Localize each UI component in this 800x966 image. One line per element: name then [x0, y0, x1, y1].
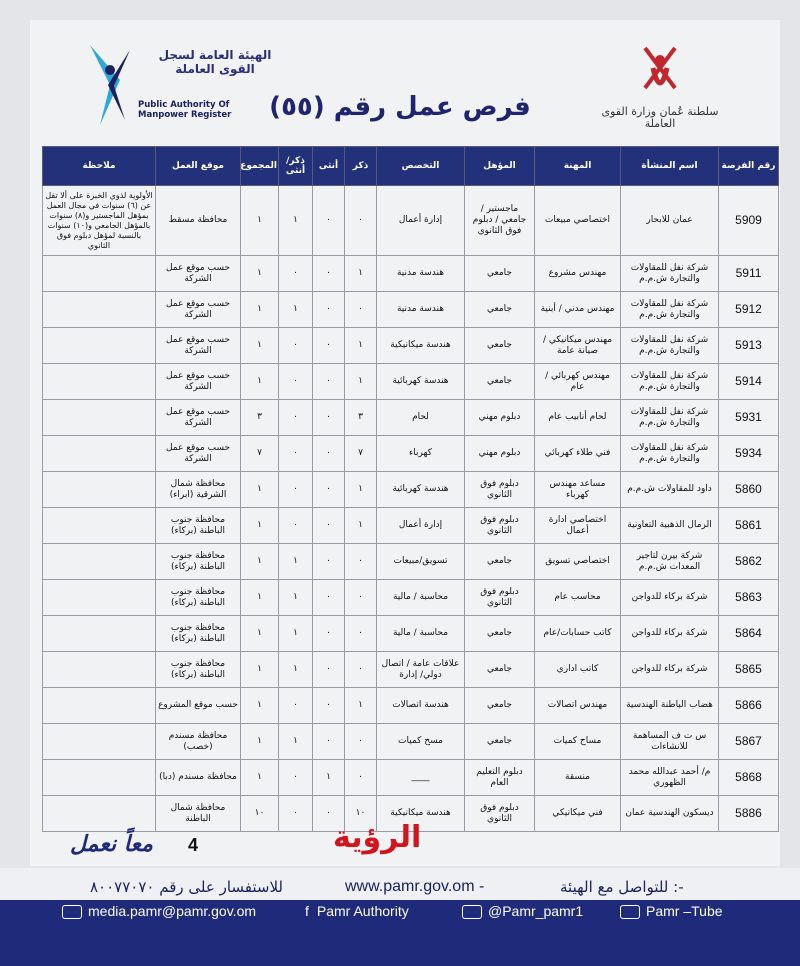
- table-cell: 5867: [719, 724, 779, 760]
- table-cell: [43, 544, 156, 580]
- table-cell: فني ميكانيكي: [535, 796, 621, 832]
- table-cell: جامعي: [465, 256, 535, 292]
- table-row: [43, 508, 779, 544]
- table-row: [43, 400, 779, 436]
- table-cell: هندسة مدنية: [377, 256, 465, 292]
- table-cell: 5886: [719, 796, 779, 832]
- authority-name-en: Public Authority Of Manpower Register: [138, 100, 232, 120]
- table-cell: ١: [279, 544, 313, 580]
- table-cell: ١: [241, 364, 279, 400]
- website-link[interactable]: www.pamr.gov.om -: [345, 878, 485, 895]
- table-cell: [43, 580, 156, 616]
- table-cell: عمان للابحار: [621, 186, 719, 256]
- table-cell: شركة بركاء للدواجن: [621, 616, 719, 652]
- table-cell: ٠: [313, 186, 345, 256]
- table-row: [43, 760, 779, 796]
- table-cell: محاسبة / مالية: [377, 580, 465, 616]
- table-cell: 5860: [719, 472, 779, 508]
- table-cell: ٠: [279, 508, 313, 544]
- table-cell: اختصاصي مبيعات: [535, 186, 621, 256]
- table-row: [43, 688, 779, 724]
- table-cell: محافظة مسقط: [156, 186, 241, 256]
- table-cell: ٠: [345, 544, 377, 580]
- table-cell: ٠: [313, 796, 345, 832]
- table-cell: محافظة شمال الشرقية (ابراء): [156, 472, 241, 508]
- table-cell: ٠: [313, 580, 345, 616]
- table-cell: الرمال الذهبية التعاونية: [621, 508, 719, 544]
- table-cell: [43, 688, 156, 724]
- table-cell: شركة نفل للمقاولات والتجارة ش.م.م: [621, 328, 719, 364]
- table-cell: جامعي: [465, 292, 535, 328]
- table-cell: هندسة ميكانيكية: [377, 796, 465, 832]
- table-row: [43, 328, 779, 364]
- table-cell: شركة بركاء للدواجن: [621, 652, 719, 688]
- table-cell: حسب موقع عمل الشركة: [156, 328, 241, 364]
- table-cell: ____: [377, 760, 465, 796]
- table-row: [43, 580, 779, 616]
- table-cell: ١: [241, 760, 279, 796]
- table-cell: محافظة جنوب الباطنة (بركاء): [156, 580, 241, 616]
- table-cell: ٠: [345, 580, 377, 616]
- table-cell: دبلوم فوق الثانوي: [465, 580, 535, 616]
- table-cell: [43, 472, 156, 508]
- table-cell: ٧: [345, 436, 377, 472]
- table-row: [43, 472, 779, 508]
- column-header: رقم الفرصة: [719, 147, 779, 186]
- table-cell: 5863: [719, 580, 779, 616]
- youtube-link[interactable]: Pamr –Tube: [620, 903, 723, 919]
- table-cell: ١: [345, 364, 377, 400]
- table-cell: 5868: [719, 760, 779, 796]
- table-cell: ٠: [313, 472, 345, 508]
- table-cell: ٠: [279, 436, 313, 472]
- column-header: ذكر: [345, 147, 377, 186]
- column-header: ذكر/ أنثى: [279, 147, 313, 186]
- table-cell: ١: [241, 616, 279, 652]
- table-cell: هندسة مدنية: [377, 292, 465, 328]
- table-cell: دبلوم مهني: [465, 400, 535, 436]
- table-cell: ١: [241, 292, 279, 328]
- table-cell: 5909: [719, 186, 779, 256]
- column-header: موقع العمل: [156, 147, 241, 186]
- table-cell: ٠: [345, 724, 377, 760]
- table-cell: لحام أنابيب عام: [535, 400, 621, 436]
- table-cell: دبلوم فوق الثانوي: [465, 508, 535, 544]
- column-header: اسم المنشأة: [621, 147, 719, 186]
- table-cell: مهندس مشروع: [535, 256, 621, 292]
- table-cell: هضاب الباطنة الهندسية: [621, 688, 719, 724]
- table-cell: ١: [241, 724, 279, 760]
- table-cell: [43, 652, 156, 688]
- table-cell: [43, 436, 156, 472]
- table-cell: [43, 292, 156, 328]
- table-row: [43, 652, 779, 688]
- table-cell: ١: [279, 652, 313, 688]
- table-cell: ١: [241, 328, 279, 364]
- jobs-table: [42, 146, 779, 832]
- table-cell: شركة نفل للمقاولات والتجارة ش.م.م: [621, 400, 719, 436]
- table-cell: ١: [241, 256, 279, 292]
- table-cell: 5931: [719, 400, 779, 436]
- table-cell: هندسة كهربائية: [377, 364, 465, 400]
- table-cell: محافظة جنوب الباطنة (بركاء): [156, 616, 241, 652]
- table-cell: ٠: [313, 364, 345, 400]
- table-row: [43, 186, 779, 256]
- table-cell: ٠: [279, 796, 313, 832]
- table-cell: دبلوم مهني: [465, 436, 535, 472]
- table-row: [43, 724, 779, 760]
- table-cell: 5862: [719, 544, 779, 580]
- table-row: [43, 292, 779, 328]
- table-cell: مهندس كهربائي / عام: [535, 364, 621, 400]
- pamr-emblem-icon: [80, 40, 140, 130]
- oman-emblem-icon: [635, 38, 685, 100]
- table-cell: علاقات عامة / اتصال دولي/ إدارة: [377, 652, 465, 688]
- table-cell: 5912: [719, 292, 779, 328]
- table-cell: دبلوم فوق الثانوي: [465, 472, 535, 508]
- column-header: أنثى: [313, 147, 345, 186]
- table-cell: س ت ف المساهمة للانشاءات: [621, 724, 719, 760]
- table-cell: داود للمقاولات ش.م.م: [621, 472, 719, 508]
- table-cell: ٠: [313, 616, 345, 652]
- table-cell: مهندس اتصالات: [535, 688, 621, 724]
- table-cell: [43, 256, 156, 292]
- table-cell: شركة نفل للمقاولات والتجارة ش.م.م: [621, 436, 719, 472]
- table-row: [43, 616, 779, 652]
- table-row: [43, 256, 779, 292]
- table-cell: ١: [313, 760, 345, 796]
- table-cell: ٠: [313, 292, 345, 328]
- table-cell: 5861: [719, 508, 779, 544]
- alroya-logo: الرؤية: [333, 820, 422, 855]
- column-header: المهنة: [535, 147, 621, 186]
- table-cell: ٠: [279, 760, 313, 796]
- table-cell: فني طلاء كهربائي: [535, 436, 621, 472]
- inquiry-number: للاستفسار على رقم ٨٠٠٧٧٠٧٠: [90, 878, 283, 896]
- table-cell: شركة بيرن لتاجير المعدات ش.م.م: [621, 544, 719, 580]
- page-number: 4: [188, 835, 199, 855]
- table-cell: 5914: [719, 364, 779, 400]
- table-cell: حسب موقع عمل الشركة: [156, 364, 241, 400]
- table-cell: ١: [279, 580, 313, 616]
- table-cell: محافظة جنوب الباطنة (بركاء): [156, 508, 241, 544]
- authority-name-ar: الهيئة العامة لسجل القوى العاملة: [158, 48, 272, 76]
- table-cell: ١: [345, 256, 377, 292]
- table-cell: مهندس ميكانيكي / صيانة عامة: [535, 328, 621, 364]
- table-cell: مساح كميات: [535, 724, 621, 760]
- table-cell: كهرباء: [377, 436, 465, 472]
- table-cell: ١: [345, 688, 377, 724]
- youtube-icon: [620, 905, 640, 919]
- table-cell: جامعي: [465, 652, 535, 688]
- table-cell: شركة نفل للمقاولات والتجارة ش.م.م: [621, 364, 719, 400]
- table-cell: هندسة ميكانيكية: [377, 328, 465, 364]
- table-cell: ٠: [279, 256, 313, 292]
- facebook-icon: f: [305, 903, 309, 919]
- table-cell: ١: [241, 688, 279, 724]
- table-cell: ١: [279, 292, 313, 328]
- table-cell: 5865: [719, 652, 779, 688]
- table-cell: ٠: [345, 186, 377, 256]
- table-cell: م/ أحمد عبدالله محمد الظهوري: [621, 760, 719, 796]
- table-cell: ٠: [313, 652, 345, 688]
- table-cell: ماجستير / جامعي / دبلوم فوق الثانوي: [465, 186, 535, 256]
- table-cell: ١٠: [241, 796, 279, 832]
- table-cell: مهندس مدني / أبنية: [535, 292, 621, 328]
- twitter-icon: [462, 905, 482, 919]
- table-cell: ٠: [313, 688, 345, 724]
- table-cell: ١: [241, 580, 279, 616]
- table-row: [43, 436, 779, 472]
- table-cell: ديسكون الهندسية عمان: [621, 796, 719, 832]
- table-cell: [43, 364, 156, 400]
- column-header: المجموع: [241, 147, 279, 186]
- table-cell: 5866: [719, 688, 779, 724]
- table-cell: ١: [345, 472, 377, 508]
- table-cell: [43, 508, 156, 544]
- table-cell: ٠: [345, 292, 377, 328]
- table-cell: ٠: [313, 400, 345, 436]
- table-cell: ١: [279, 616, 313, 652]
- table-cell: 5934: [719, 436, 779, 472]
- table-cell: ٠: [279, 328, 313, 364]
- table-cell: ٠: [313, 544, 345, 580]
- table-cell: شركة نفل للمقاولات والتجارة ش.م.م: [621, 256, 719, 292]
- table-cell: هندسة كهربائية: [377, 472, 465, 508]
- table-row: [43, 364, 779, 400]
- email-link[interactable]: media.pamr@pamr.gov.om: [62, 903, 256, 919]
- table-row: [43, 544, 779, 580]
- table-cell: محافظة جنوب الباطنة (بركاء): [156, 652, 241, 688]
- table-cell: إدارة أعمال: [377, 508, 465, 544]
- table-cell: تسويق/مبيعات: [377, 544, 465, 580]
- table-cell: مساعد مهندس كهرباء: [535, 472, 621, 508]
- table-cell: محافظة مسندم (خصب): [156, 724, 241, 760]
- table-cell: اختصاصي ادارة أعمال: [535, 508, 621, 544]
- table-cell: 5911: [719, 256, 779, 292]
- table-cell: كاتب اداري: [535, 652, 621, 688]
- table-cell: ١: [279, 724, 313, 760]
- table-cell: ٠: [345, 652, 377, 688]
- table-cell: حسب موقع عمل الشركة: [156, 436, 241, 472]
- table-cell: 5864: [719, 616, 779, 652]
- table-cell: لحام: [377, 400, 465, 436]
- table-cell: ٧: [241, 436, 279, 472]
- table-cell: ٠: [279, 472, 313, 508]
- table-cell: ١: [241, 186, 279, 256]
- table-cell: ٣: [345, 400, 377, 436]
- table-cell: ٠: [345, 760, 377, 796]
- column-header: المؤهل: [465, 147, 535, 186]
- table-cell: مسح كميات: [377, 724, 465, 760]
- table-cell: حسب موقع عمل الشركة: [156, 256, 241, 292]
- table-cell: جامعي: [465, 724, 535, 760]
- table-cell: ١: [241, 508, 279, 544]
- table-cell: ٠: [313, 328, 345, 364]
- table-cell: شركة بركاء للدواجن: [621, 580, 719, 616]
- table-cell: اختصاصي تسويق: [535, 544, 621, 580]
- table-cell: ١٠: [345, 796, 377, 832]
- table-cell: ٠: [313, 724, 345, 760]
- table-cell: [43, 616, 156, 652]
- table-cell: ٠: [313, 256, 345, 292]
- table-cell: حسب موقع عمل الشركة: [156, 292, 241, 328]
- table-cell: شركة نفل للمقاولات والتجارة ش.م.م: [621, 292, 719, 328]
- table-header-row: [43, 147, 779, 186]
- table-cell: منسقة: [535, 760, 621, 796]
- table-cell: 5913: [719, 328, 779, 364]
- table-cell: [43, 328, 156, 364]
- table-cell: ٠: [279, 364, 313, 400]
- table-cell: ٠: [313, 508, 345, 544]
- table-cell: كاتب حسابات/عام: [535, 616, 621, 652]
- table-cell: محاسب عام: [535, 580, 621, 616]
- table-cell: ٠: [279, 400, 313, 436]
- table-cell: دبلوم فوق الثانوي: [465, 796, 535, 832]
- table-cell: ١: [279, 186, 313, 256]
- table-cell: ٣: [241, 400, 279, 436]
- table-cell: ١: [241, 472, 279, 508]
- ministry-name: سلطنة عُمان وزارة القوى العاملة: [601, 105, 719, 130]
- table-cell: محافظة جنوب الباطنة (بركاء): [156, 544, 241, 580]
- table-cell: الأولوية لذوي الخبرة على ألا تقل عن (٦) سنوات في مجال العمل بمؤهل الماجستير و(٨) سنوات بالمؤهل الجامعي و(١٠) سنوات بالنسبة لمؤهل دبلوم فوق الثانوي: [43, 186, 156, 256]
- table-cell: إدارة أعمال: [377, 186, 465, 256]
- table-cell: ٠: [279, 688, 313, 724]
- table-cell: [43, 796, 156, 832]
- email-icon: [62, 905, 82, 919]
- table-cell: ١: [241, 544, 279, 580]
- column-header: التخصص: [377, 147, 465, 186]
- table-cell: ٠: [313, 436, 345, 472]
- table-cell: [43, 760, 156, 796]
- table-cell: حسب موقع المشروع: [156, 688, 241, 724]
- table-cell: ١: [345, 508, 377, 544]
- column-header: ملاحظة: [43, 147, 156, 186]
- table-cell: جامعي: [465, 616, 535, 652]
- table-cell: ٠: [345, 616, 377, 652]
- table-cell: محافظة مسندم (دبا): [156, 760, 241, 796]
- facebook-link[interactable]: f Pamr Authority: [305, 903, 409, 919]
- table-cell: جامعي: [465, 364, 535, 400]
- table-cell: حسب موقع عمل الشركة: [156, 400, 241, 436]
- contact-label: للتواصل مع الهيئة :-: [560, 878, 684, 896]
- table-cell: جامعي: [465, 544, 535, 580]
- page-title: فرص عمل رقم (٥٥): [269, 92, 531, 122]
- table-cell: ١: [241, 652, 279, 688]
- twitter-link[interactable]: @Pamr_pamr1: [462, 903, 583, 919]
- brand-together-we-work: معاً نعمل: [70, 832, 153, 857]
- table-cell: [43, 724, 156, 760]
- table-cell: [43, 400, 156, 436]
- table-cell: محافظة شمال الباطنة: [156, 796, 241, 832]
- ministry-logo: [600, 38, 720, 138]
- table-cell: دبلوم التعليم العام: [465, 760, 535, 796]
- table-cell: محاسبة / مالية: [377, 616, 465, 652]
- table-cell: هندسة اتصالات: [377, 688, 465, 724]
- table-cell: جامعي: [465, 688, 535, 724]
- table-cell: ١: [345, 328, 377, 364]
- table-cell: جامعي: [465, 328, 535, 364]
